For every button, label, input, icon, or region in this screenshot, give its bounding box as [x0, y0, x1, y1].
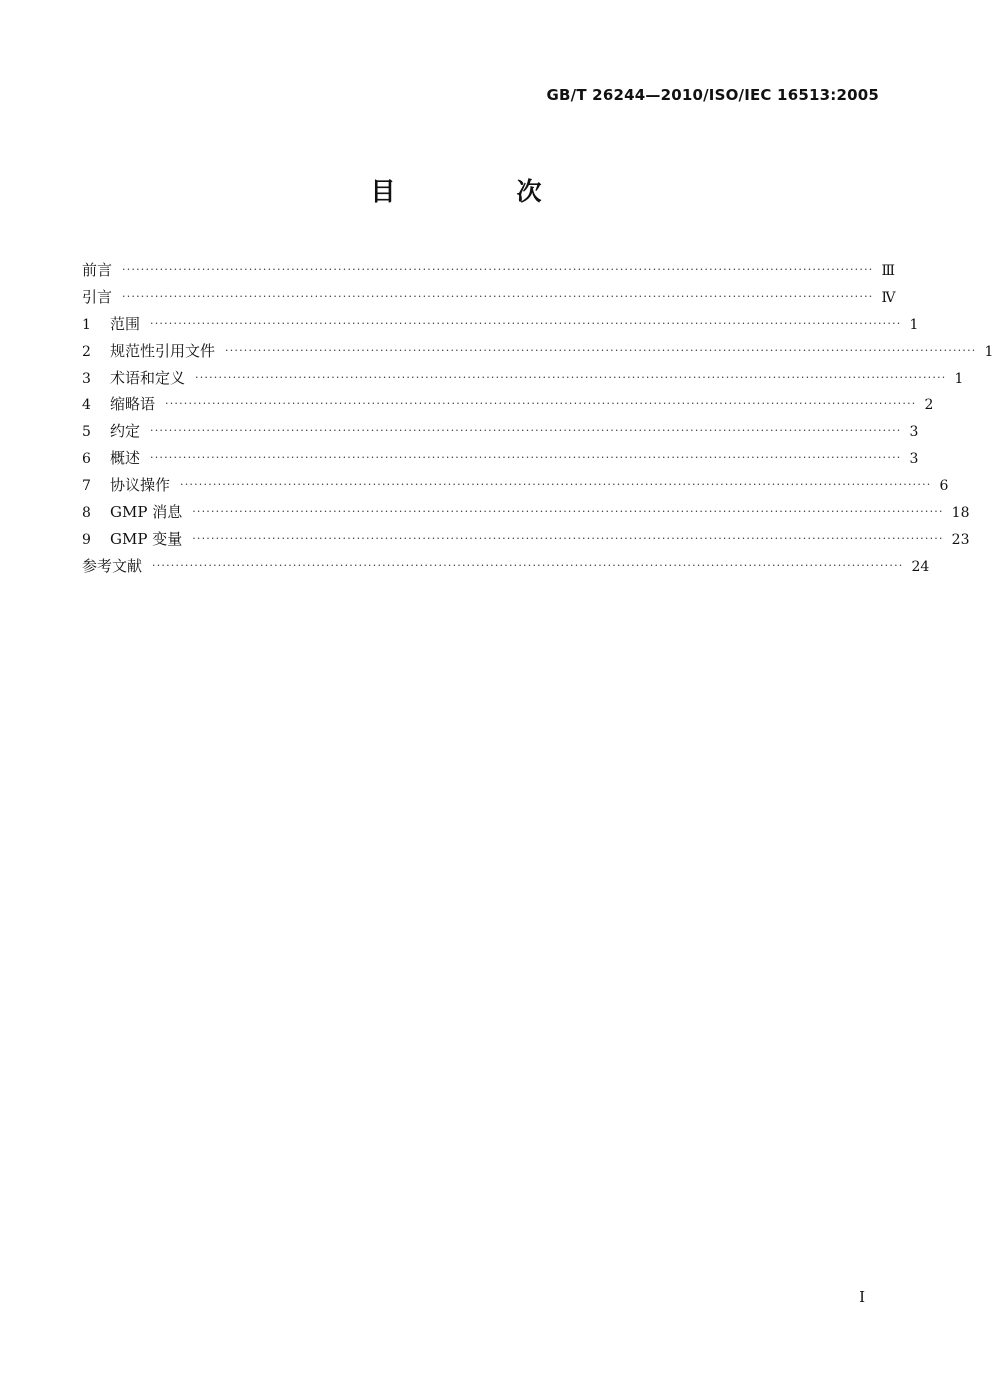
toc-entry[interactable] — [82, 472, 949, 499]
toc-entry[interactable] — [82, 311, 919, 338]
toc-entry-number: 3 — [82, 370, 91, 387]
toc-entry[interactable] — [82, 418, 919, 445]
dot-leader: ································································································································································ — [192, 531, 944, 545]
toc-entry-title: 约定 — [110, 422, 141, 441]
toc-entry-title: 缩略语 — [110, 395, 156, 414]
toc-entry-page: 18 — [951, 505, 970, 522]
toc-entry-page: 24 — [911, 558, 930, 575]
page-title: 目 次 — [370, 177, 590, 206]
toc-entry-number: 4 — [82, 397, 91, 414]
toc-entry[interactable] — [82, 284, 896, 311]
toc-entry-number: 8 — [82, 505, 91, 522]
toc-entry-page: 1 — [909, 316, 919, 333]
table-of-contents — [82, 257, 993, 580]
toc-entry[interactable] — [82, 365, 964, 392]
toc-entry-title: GMP 消息 — [110, 503, 183, 522]
toc-entry-page: 1 — [954, 370, 964, 387]
toc-entry-title: 术语和定义 — [110, 368, 186, 387]
toc-entry-page: 1 — [984, 343, 993, 360]
toc-entry[interactable] — [82, 499, 970, 526]
dot-leader: ································································································································································ — [122, 289, 874, 303]
dot-leader: ································································································································································ — [150, 316, 902, 330]
toc-entry-page: Ⅲ — [881, 263, 895, 279]
dot-leader: ································································································································································ — [122, 263, 874, 276]
toc-entry-page: Ⅳ — [881, 289, 896, 306]
toc-entry[interactable] — [82, 526, 970, 553]
toc-entry-title: 协议操作 — [110, 476, 171, 495]
toc-entry-number: 1 — [82, 316, 91, 333]
toc-entry-page: 23 — [951, 531, 970, 548]
toc-entry-title: 规范性引用文件 — [110, 341, 216, 360]
toc-entry-page: 3 — [909, 451, 919, 468]
toc-entry[interactable] — [82, 445, 919, 472]
toc-entry-page: 2 — [924, 397, 934, 414]
toc-entry-page: 6 — [939, 478, 949, 495]
toc-entry[interactable] — [82, 338, 993, 365]
dot-leader: ································································································································································ — [192, 505, 944, 519]
toc-entry-title: 概述 — [110, 449, 141, 468]
page-number: I — [859, 1288, 865, 1306]
toc-entry[interactable] — [82, 391, 934, 418]
toc-entry-title: 前言 — [82, 261, 113, 279]
dot-leader: ································································································································································ — [165, 397, 917, 411]
toc-entry-number: 5 — [82, 424, 91, 441]
toc-entry-number: 6 — [82, 451, 91, 468]
toc-entry[interactable] — [82, 257, 895, 284]
dot-leader: ································································································································································ — [195, 370, 947, 384]
standard-code: GB/T 26244—2010/ISO/IEC 16513:2005 — [546, 86, 879, 104]
toc-entry[interactable] — [82, 553, 930, 580]
dot-leader: ································································································································································ — [150, 451, 902, 465]
dot-leader: ································································································································································ — [150, 424, 902, 438]
toc-entry-title: 范围 — [110, 314, 141, 333]
toc-entry-title: 参考文献 — [82, 556, 143, 575]
dot-leader: ································································································································································ — [152, 558, 904, 572]
toc-entry-title: GMP 变量 — [110, 529, 183, 548]
toc-entry-number: 9 — [82, 531, 91, 548]
dot-leader: ································································································································································ — [180, 478, 932, 492]
toc-entry-page: 3 — [909, 424, 919, 441]
toc-entry-number: 2 — [82, 343, 91, 360]
toc-entry-number: 7 — [82, 478, 91, 495]
toc-entry-title: 引言 — [82, 287, 113, 306]
dot-leader: ································································································································································ — [225, 343, 977, 357]
